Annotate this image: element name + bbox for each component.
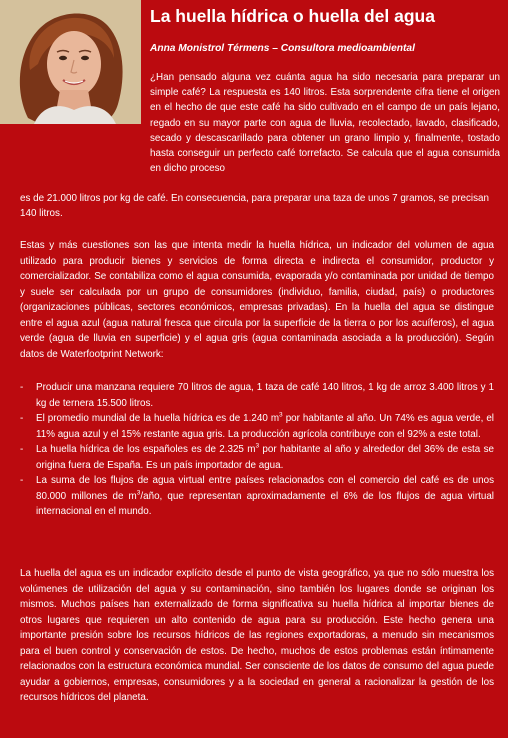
bullet-text-continued: /año, que representan aproximadamente el 6% de los flujos de agua virtual internacional en el mundo.: [36, 490, 494, 517]
bullet-dash: -: [20, 413, 24, 424]
bullet-text: La suma de los flujos de agua virtual entre países relacionados con el comercio del café es de unos 80.000 millones de m: [36, 475, 494, 502]
body-paragraph-3: La huella del agua es un indicador explícito desde el punto de vista geográfico, ya que no sólo muestra los volúmenes de utilización del agua y su contaminación, sino también los lugares donde se originan los mismos. Muchos países han externalizado de forma significativa su huella hídrica al importar bienes de otros lugares que requieren un alto contenido de agua para su producción. Este hecho genera una importante presión sobre los recursos hídricos de las regiones exportadoras, a menudo sin mecanismos para el buen control y conservación de estos. De hecho, muchos de estos problemas están íntimamente relacionados con la estructura económica mundial. Ser consciente de los datos de consumo del agua puede ayudar a gobiernos, empresas, consumidores y a la sociedad en general a racionalizar la gestión de los recursos hídricos del planeta.: [20, 568, 494, 703]
data-bullet-list: [20, 380, 494, 520]
list-item: [20, 380, 494, 411]
author-photo: [0, 0, 141, 124]
bullet-dash: -: [20, 444, 24, 455]
article-author: Anna Monistrol Térmens – Consultora medioambiental: [150, 43, 415, 54]
article-title: La huella hídrica o huella del agua: [150, 6, 435, 26]
bullet-text-continued: por habitante al año y alrededor del 36% de esta se origina fuera de España. Es un país importador de agua.: [36, 444, 494, 471]
superscript: 3: [279, 411, 283, 419]
body-paragraph-2: Estas y más cuestiones son las que intenta medir la huella hídrica, un indicador del volumen de agua utilizado para producir bienes y servicios de forma directa e indirecta el consumidor, productor y comercializador. Se contabiliza como el agua consumida, evaporada y/o contaminada por unidad de tiempo y suele ser calculada por un grupo de consumidores (individuo, familia, ciudad, país) o productores (organizaciones públicas, sectores económicos, empresas privadas). En la huella del agua se distingue entre el agua azul (agua natural fresca que circula por la superficie de la tierra o por los acuíferos), el agua verde (agua de lluvia en superficie) y el agua gris (agua contaminada asociada a la producción). Según datos de Waterfootprint Network:: [20, 240, 494, 360]
list-item: [20, 473, 494, 520]
bullet-dash: -: [20, 475, 24, 486]
bullet-text-continued: por habitante al año. Un 74% es agua verde, el 11% agua azul y el 15% restante agua gris. La producción agrícola contribuye con el 92% a este total.: [36, 413, 494, 440]
superscript: 3: [136, 489, 141, 497]
bullet-dash: -: [20, 382, 24, 393]
superscript: 3: [255, 442, 260, 450]
list-item: [20, 411, 494, 442]
intro-paragraph-continued: es de 21.000 litros por kg de café. En consecuencia, para preparar una taza de unos 7 gramos, se precisan 140 litros.: [20, 193, 489, 220]
intro-paragraph: ¿Han pensado alguna vez cuánta agua ha sido necesaria para preparar un simple café? La respuesta es 140 litros. Esta sorprendente cifra tiene el origen en el hecho de que este café ha sido cultivado en el campo de un país lejano, regado en su mayor parte con agua de lluvia, recolectado, lavado, clasificado, secado y descascarillado para obtener un grano limpio y, finalmente, tostado hasta conseguir un perfecto café torrefacto. Se calcula que el agua consumida en dicho proceso: [150, 72, 500, 175]
bullet-text: El promedio mundial de la huella hídrica es de 1.240 m: [36, 413, 280, 424]
list-item: [20, 442, 494, 473]
bullet-text: La huella hídrica de los españoles es de 2.325 m: [36, 444, 256, 455]
bullet-text: Producir una manzana requiere 70 litros de agua, 1 taza de café 140 litros, 1 kg de arroz 3.400 litros y 1 kg de ternera 15.500 litros.: [36, 382, 494, 409]
